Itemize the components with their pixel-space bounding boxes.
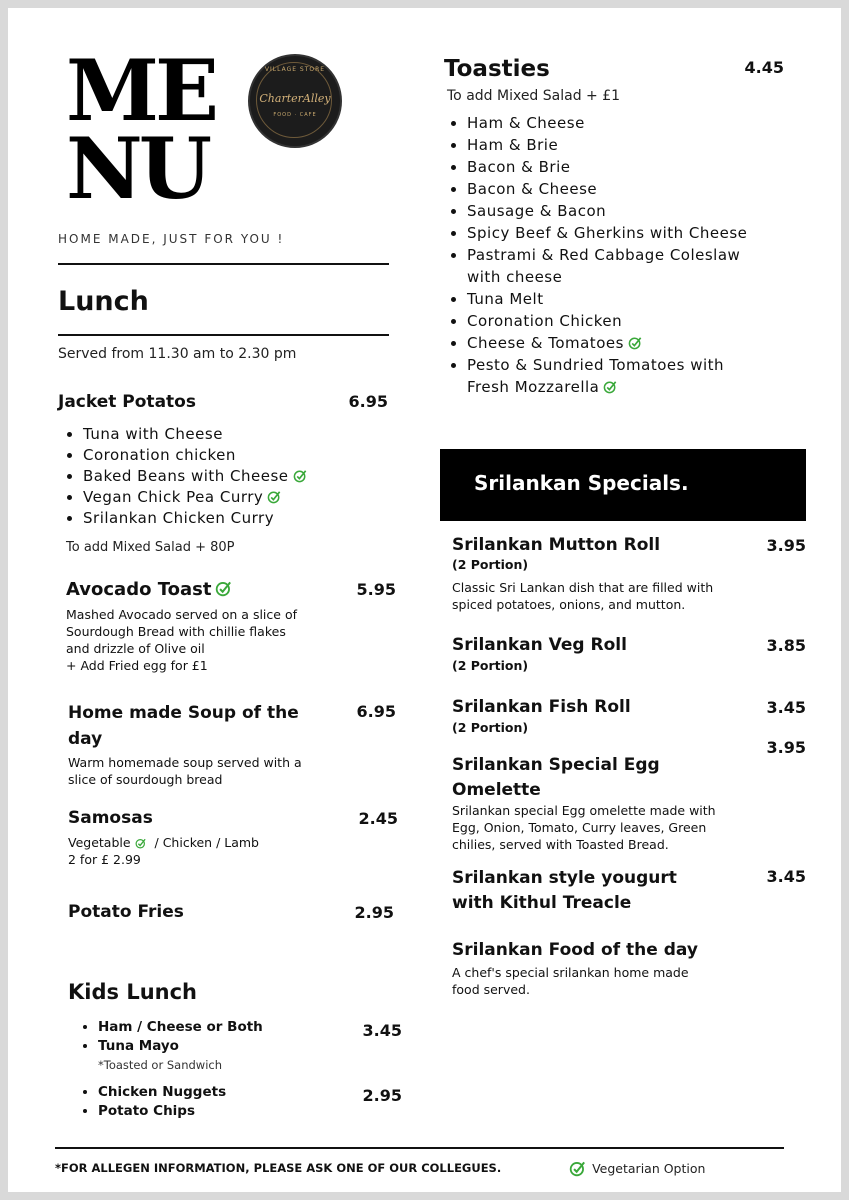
list-item: • Tuna Mayo	[98, 1037, 263, 1056]
veg-roll-price: 3.85	[766, 636, 806, 655]
list-item: • Potato Chips	[98, 1102, 226, 1121]
food-of-day-title: Srilankan Food of the day	[452, 940, 698, 960]
toasties-title: Toasties	[444, 56, 550, 82]
list-item: • Ham & Brie	[467, 134, 747, 156]
logo-main-text: CharterAlley	[259, 92, 331, 105]
yougurt-title: Srilankan style yougurt with Kithul Treacle	[452, 868, 677, 913]
list-item: • Coronation chicken	[83, 445, 308, 466]
veg-roll-portion: (2 Portion)	[452, 658, 529, 673]
omelette-title: Srilankan Special Egg Omelette	[452, 755, 660, 800]
vegetarian-leaf-icon	[135, 837, 147, 849]
jacket-salad-note: To add Mixed Salad + 80P	[66, 540, 235, 555]
samosas-options: Vegetable / Chicken / Lamb 2 for £ 2.99	[68, 835, 259, 867]
list-item: • Pesto & Sundried Tomatoes with Fresh Mozzarella	[467, 354, 747, 398]
avocado-toast-desc: Mashed Avocado served on a slice of Sourdough Bread with chillie flakes and drizzle of Olive oil + Add Fried egg for £1	[66, 607, 297, 673]
potato-fries-price: 2.95	[354, 903, 394, 922]
list-item: • Cheese & Tomatoes	[467, 332, 747, 354]
tagline: HOME MADE, JUST FOR YOU !	[58, 232, 285, 246]
toasties-price: 4.45	[744, 58, 784, 77]
jacket-potatos-title: Jacket Potatos	[58, 392, 196, 412]
specials-heading: Srilankan Specials.	[474, 471, 689, 495]
kids-group1-list	[76, 1018, 263, 1056]
lunch-heading: Lunch	[58, 286, 149, 317]
list-item: • Chicken Nuggets	[98, 1083, 226, 1102]
samosas-price: 2.45	[358, 809, 398, 828]
vegetarian-leaf-icon	[569, 1159, 587, 1177]
mutton-roll-title: Srilankan Mutton Roll	[452, 535, 661, 555]
list-item: • Srilankan Chicken Curry	[83, 508, 308, 529]
food-of-day-desc: A chef's special srilankan home made food served.	[452, 965, 689, 997]
menu-title-line2: NU	[66, 119, 209, 218]
menu-title-line1: ME	[66, 41, 216, 140]
vegetarian-leaf-icon	[267, 489, 282, 504]
list-item: • Bacon & Cheese	[467, 178, 747, 200]
list-item: • Tuna with Cheese	[83, 424, 308, 445]
jacket-potatos-list	[61, 424, 308, 529]
specials-banner	[440, 449, 806, 521]
fish-roll-price: 3.45	[766, 698, 806, 717]
kids-group2-price: 2.95	[362, 1086, 402, 1105]
footer-divider	[55, 1147, 784, 1149]
veg-roll-title: Srilankan Veg Roll	[452, 635, 627, 655]
soup-desc: Warm homemade soup served with a slice of sourdough bread	[68, 755, 302, 787]
logo-top-text: VILLAGE STORE	[264, 66, 326, 73]
kids-toasted-note: *Toasted or Sandwich	[98, 1058, 223, 1072]
soup-title: Home made Soup of the day	[68, 703, 299, 749]
vegetarian-legend	[569, 1158, 705, 1177]
omelette-price: 3.95	[766, 738, 806, 757]
list-item: • Ham / Cheese or Both	[98, 1018, 263, 1037]
divider	[58, 263, 389, 265]
kids-group2-list	[76, 1083, 226, 1121]
list-item: • Bacon & Brie	[467, 156, 747, 178]
potato-fries-title: Potato Fries	[68, 902, 184, 922]
mutton-roll-price: 3.95	[766, 536, 806, 555]
soup-price: 6.95	[356, 702, 396, 721]
logo-sub-text: FOOD · CAFE	[273, 112, 317, 118]
menu-page	[8, 8, 841, 1192]
avocado-toast-title: Avocado Toast	[66, 579, 233, 600]
vegetarian-legend-label: Vegetarian Option	[592, 1161, 706, 1176]
list-item: • Vegan Chick Pea Curry	[83, 487, 308, 508]
mutton-roll-portion: (2 Portion)	[452, 557, 529, 572]
yougurt-price: 3.45	[766, 867, 806, 886]
store-logo	[248, 54, 342, 148]
mutton-roll-desc: Classic Sri Lankan dish that are filled with spiced potatoes, onions, and mutton.	[452, 580, 714, 612]
toasties-salad-note: To add Mixed Salad + £1	[447, 88, 621, 104]
kids-lunch-heading: Kids Lunch	[68, 980, 197, 1004]
allergen-notice: *FOR ALLEGEN INFORMATION, PLEASE ASK ONE OF OUR COLLEGUES.	[55, 1161, 502, 1175]
jacket-potatos-price: 6.95	[348, 392, 388, 411]
list-item: • Baked Beans with Cheese	[83, 466, 308, 487]
list-item: • Coronation Chicken	[467, 310, 747, 332]
avocado-toast-price: 5.95	[356, 580, 396, 599]
fish-roll-title: Srilankan Fish Roll	[452, 697, 631, 717]
list-item: • Tuna Melt	[467, 288, 747, 310]
divider	[58, 334, 389, 336]
lunch-served-time: Served from 11.30 am to 2.30 pm	[58, 346, 297, 362]
vegetarian-leaf-icon	[603, 379, 618, 394]
list-item: • Sausage & Bacon	[467, 200, 747, 222]
kids-group1-price: 3.45	[362, 1021, 402, 1040]
omelette-desc: Srilankan special Egg omelette made with Egg, Onion, Tomato, Curry leaves, Green chilies, served with Toasted Bread.	[452, 803, 716, 852]
list-item: • Ham & Cheese	[467, 112, 747, 134]
vegetarian-leaf-icon	[293, 468, 308, 483]
list-item: • Spicy Beef & Gherkins with Cheese	[467, 222, 747, 244]
fish-roll-portion: (2 Portion)	[452, 720, 529, 735]
samosas-title: Samosas	[68, 808, 153, 828]
list-item: • Pastrami & Red Cabbage Coleslaw with cheese	[467, 244, 747, 288]
vegetarian-leaf-icon	[215, 579, 233, 597]
toasties-list	[445, 112, 747, 398]
vegetarian-leaf-icon	[628, 335, 643, 350]
